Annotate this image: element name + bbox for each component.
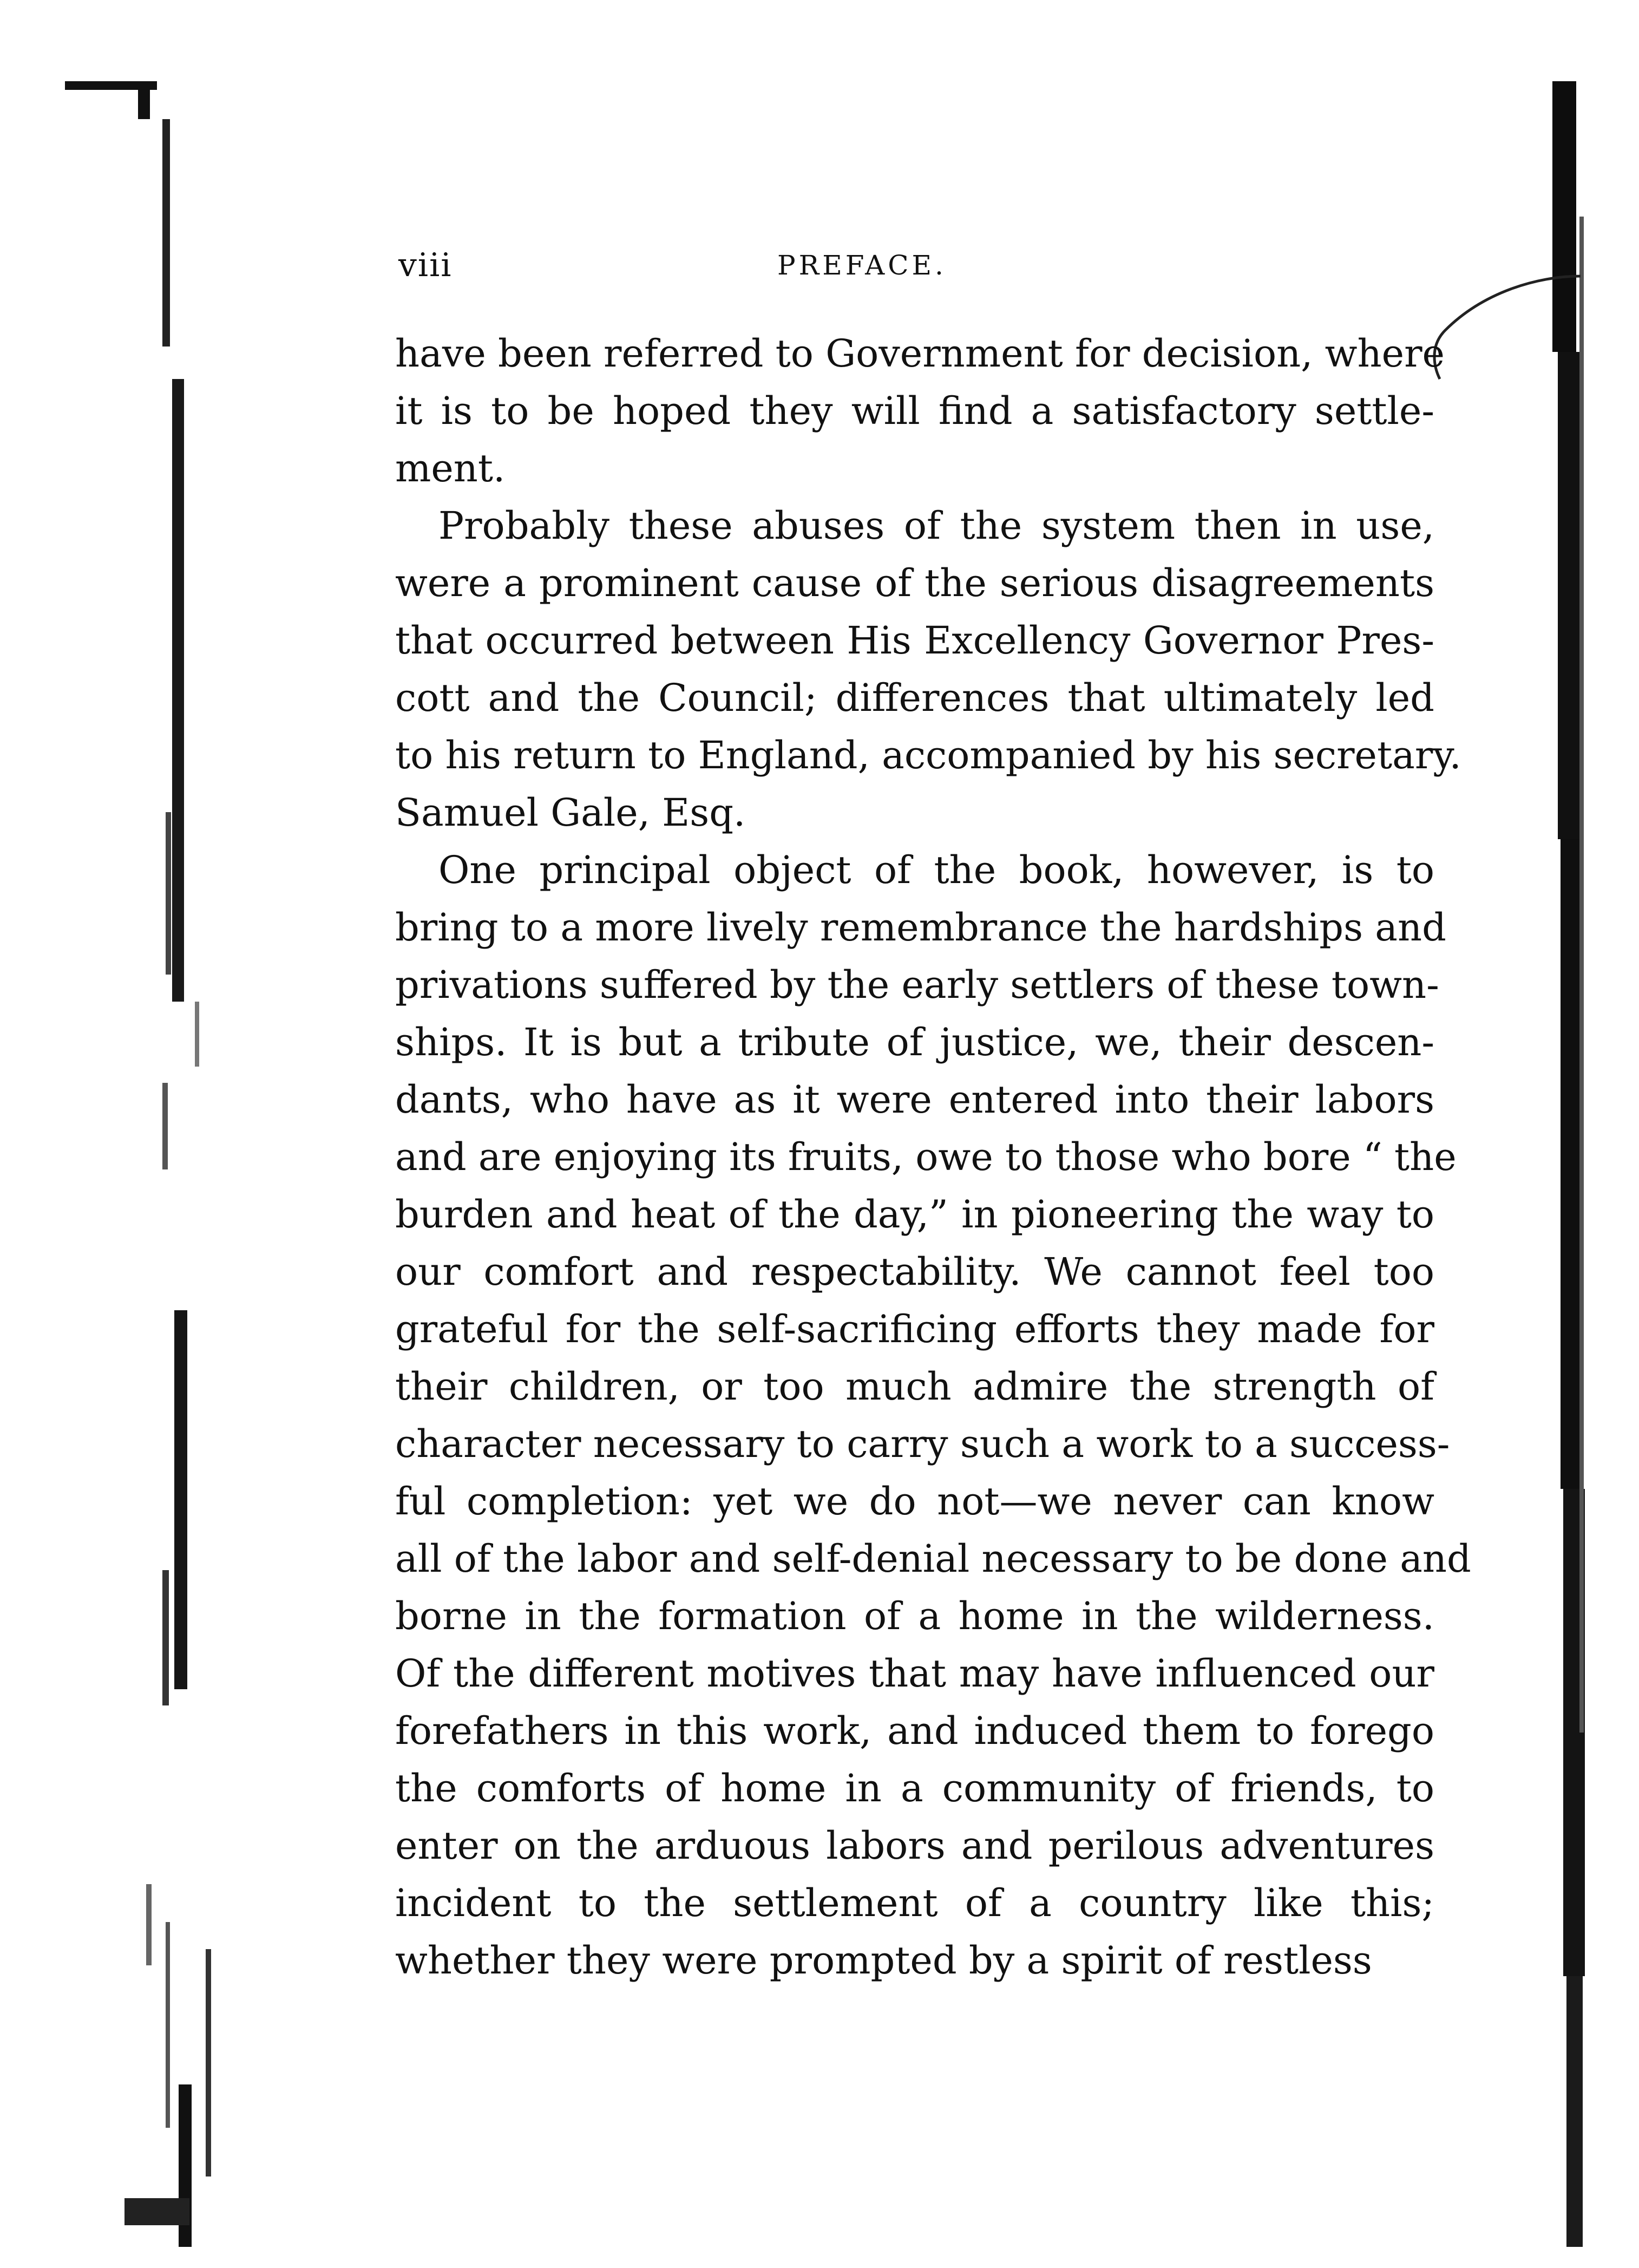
text-line: ships. It is but a tribute of justice, we, their descen- — [395, 1020, 1434, 1064]
text-line: Probably these abuses of the system then in use, — [438, 504, 1434, 548]
left-margin-scan-artifact — [0, 0, 249, 2268]
text-line: Samuel Gale, Esq. — [395, 790, 746, 835]
text-line: borne in the formation of a home in the wilderness. — [395, 1594, 1434, 1638]
text-line: were a prominent cause of the serious disagreements — [395, 561, 1434, 605]
text-line: it is to be hoped they will find a satisfactory settle- — [395, 389, 1434, 433]
text-line: character necessary to carry such a work to a success- — [395, 1422, 1450, 1466]
running-head — [398, 244, 1438, 287]
text-line: Of the different motives that may have influenced our — [395, 1651, 1434, 1696]
text-line: privations suffered by the early settlers of these town- — [395, 963, 1439, 1007]
text-line: incident to the settlement of a country like this; — [395, 1881, 1434, 1925]
text-line: to his return to England, accompanied by his secretary. — [395, 733, 1461, 777]
text-line: that occurred between His Excellency Governor Pres- — [395, 618, 1434, 663]
text-line: the comforts of home in a community of friends, to — [395, 1766, 1434, 1811]
text-line: ment. — [395, 446, 506, 491]
text-line: bring to a more lively remembrance the hardships and — [395, 905, 1446, 950]
text-line: burden and heat of the day,” in pioneering the way to — [395, 1192, 1434, 1237]
text-line: all of the labor and self-denial necessary to be done and — [395, 1537, 1471, 1581]
paragraph — [395, 325, 1445, 497]
page-number: viii — [398, 246, 453, 284]
text-line: ful completion: yet we do not—we never can know — [395, 1479, 1434, 1524]
text-line: have been referred to Government for decision, where — [395, 331, 1445, 376]
text-line: grateful for the self-sacrificing efforts they made for — [395, 1307, 1434, 1351]
body-text — [395, 325, 1471, 1989]
text-line: their children, or too much admire the strength of — [395, 1364, 1434, 1409]
running-title: PREFACE. — [777, 250, 947, 281]
text-line: dants, who have as it were entered into their labors — [395, 1077, 1434, 1122]
text-line: and are enjoying its fruits, owe to those who bore “ the — [395, 1135, 1457, 1179]
text-line: whether they were prompted by a spirit of restless — [395, 1938, 1372, 1983]
paragraph — [395, 497, 1461, 841]
text-line: forefathers in this work, and induced them to forego — [395, 1709, 1434, 1753]
text-line: enter on the arduous labors and perilous adventures — [395, 1823, 1434, 1868]
text-line: One principal object of the book, however, is to — [438, 848, 1434, 892]
paragraph — [395, 841, 1471, 1989]
text-line: cott and the Council; differences that ultimately led — [395, 676, 1434, 720]
text-line: our comfort and respectability. We cannot feel too — [395, 1250, 1434, 1294]
